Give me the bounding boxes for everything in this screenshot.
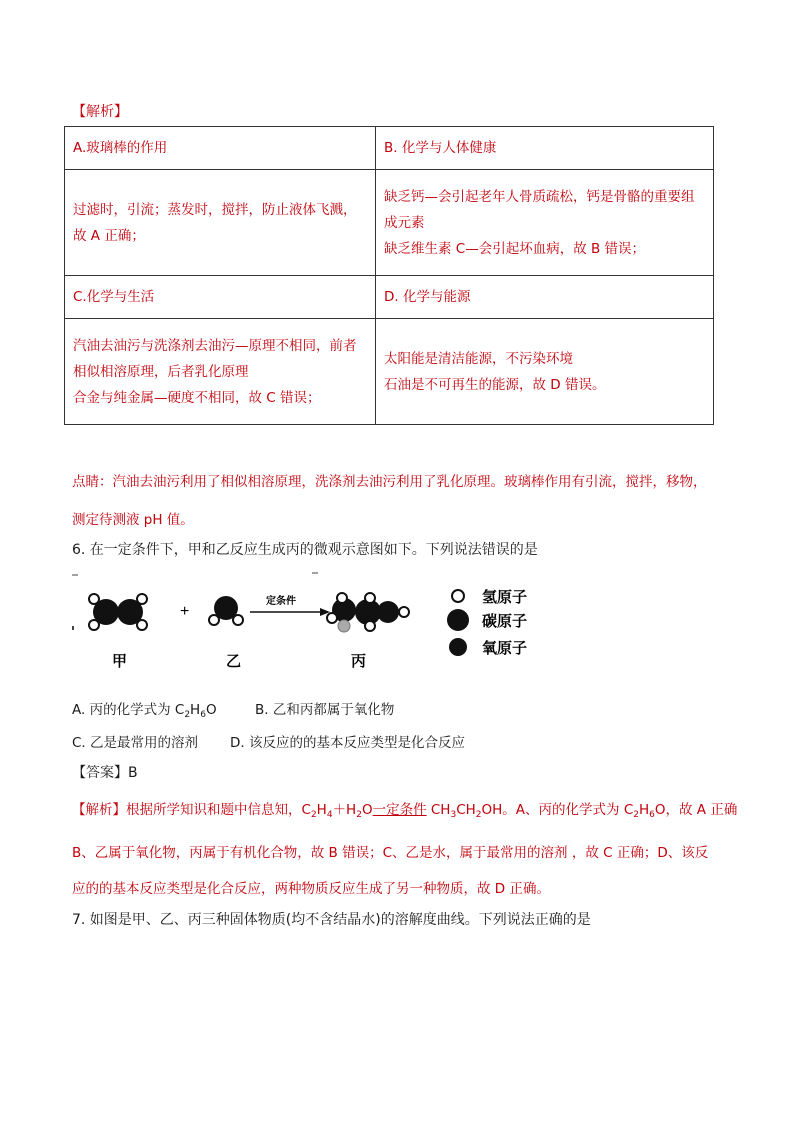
option-a — [72, 698, 217, 720]
cell-a-title: A.玻璃棒的作用 — [65, 127, 376, 170]
cell-a-body — [65, 170, 376, 276]
analysis-text: H — [638, 802, 650, 818]
cell-c-title: C.化学与生活 — [65, 276, 376, 319]
cell-d-line: 太阳能是清洁能源，不污染环境 — [384, 350, 573, 367]
option-a-text: O — [205, 702, 217, 718]
option-a-text: A. 丙的化学式为 C — [72, 702, 185, 718]
cell-b-line: 缺乏维生素 C—会引起坏血病，故 B 错误； — [384, 240, 646, 257]
reaction-diagram — [70, 568, 550, 672]
option-c: C. 乙是最常用的溶剂 — [72, 735, 199, 751]
reaction-arrow — [250, 608, 330, 616]
hydrogen-atom-icon — [452, 590, 464, 602]
cell-c-line: 合金与纯金属—硬度不相同，故 C 错误； — [73, 389, 321, 406]
cell-b-body — [376, 170, 714, 276]
molecule-jia — [89, 594, 147, 630]
cell-d-body — [376, 319, 714, 425]
oxygen-atom-icon — [449, 638, 467, 656]
option-a-text: H — [190, 702, 201, 718]
cell-c-body — [65, 319, 376, 425]
carbon-atom-icon — [447, 609, 469, 631]
cell-b-line: 成元素 — [384, 214, 425, 231]
q7-stem: 7. 如图是甲、乙、丙三种固体物质(均不含结晶水)的溶解度曲线。下列说法正确的是 — [72, 912, 591, 928]
molecule-yi — [209, 596, 243, 625]
tip-line-1: 点睛：汽油去油污利用了相似相溶原理，洗涤剂去油污利用了乳化原理。玻璃棒作用有引流，搅拌，移物， — [72, 474, 707, 490]
subscript: 2 — [184, 710, 191, 720]
q6-stem: 6. 在一定条件下，甲和乙反应生成丙的微观示意图如下。下列说法错误的是 — [72, 542, 538, 558]
reaction-condition: 一定条件 — [372, 802, 427, 818]
label-jia: 甲 — [112, 652, 128, 670]
analysis-text: H — [316, 802, 327, 818]
tip-line-2: 测定待测液 pH 值。 — [72, 512, 194, 528]
cell-d-title: D. 化学与能源 — [376, 276, 714, 319]
analysis-line-2: B、乙属于氧化物，丙属于有机化合物，故 B 错误；C、乙是水，属于最常用的溶剂 ，故 C 正确；D、该反 — [72, 845, 709, 861]
analysis-text: 根据所学知识和题中信息知，C — [126, 802, 311, 818]
cell-c-line: 汽油去油污与洗涤剂去油污—原理不相同，前者 — [73, 337, 357, 354]
analysis-text: ＋H — [332, 802, 357, 818]
analysis-header: 【解析】 — [72, 104, 128, 120]
answer-label: 【答案】 — [72, 765, 128, 781]
plus-sign: + — [180, 603, 190, 620]
answer-value: B — [128, 765, 138, 781]
label-yi: 乙 — [226, 652, 242, 670]
diagram-legend — [447, 588, 527, 657]
cell-c-line: 相似相溶原理，后者乳化原理 — [73, 363, 249, 380]
label-bing: 丙 — [351, 652, 367, 670]
analysis-text: CH — [456, 802, 476, 818]
cell-a-line: 过滤时，引流；蒸发时，搅拌，防止液体飞溅， — [73, 201, 357, 218]
option-d: D. 该反应的的基本反应类型是化合反应 — [230, 735, 465, 751]
legend-hydrogen: 氢原子 — [482, 588, 528, 606]
analysis-text: CH — [426, 802, 451, 818]
cell-b-line: 缺乏钙—会引起老年人骨质疏松，钙是骨骼的重要组 — [384, 188, 695, 205]
analysis-label: 【解析】 — [72, 802, 126, 818]
cell-a-line: 故 A 正确； — [73, 227, 145, 244]
analysis-text: OH。A、丙的化学式为 C — [481, 802, 634, 818]
analysis-line-1: 【解析】根据所学知识和题中信息知，$C_2H_4+H_2O$一定条件 $CH_3CH_2OH$。A、丙的化学式为 $C_2H_6O$，故 A 正确 — [72, 802, 738, 820]
analysis-line-3: 应的的基本反应类型是化合反应，两种物质反应生成了另一种物质，故 D 正确。 — [72, 881, 550, 897]
analysis-text: O，故 A 正确 — [654, 802, 738, 818]
legend-carbon: 碳原子 — [482, 612, 528, 630]
option-b: B. 乙和丙都属于氧化物 — [255, 702, 395, 718]
answer-line — [72, 762, 138, 782]
arrow-label: 定条件 — [266, 596, 296, 607]
knowledge-table — [64, 126, 714, 425]
subscript: 6 — [200, 710, 206, 720]
legend-oxygen: 氧原子 — [482, 639, 528, 657]
cell-d-line: 石油是不可再生的能源，故 D 错误。 — [384, 376, 606, 393]
cell-b-title: B. 化学与人体健康 — [376, 127, 714, 170]
molecule-bing — [327, 593, 409, 632]
analysis-text: O — [361, 802, 373, 818]
